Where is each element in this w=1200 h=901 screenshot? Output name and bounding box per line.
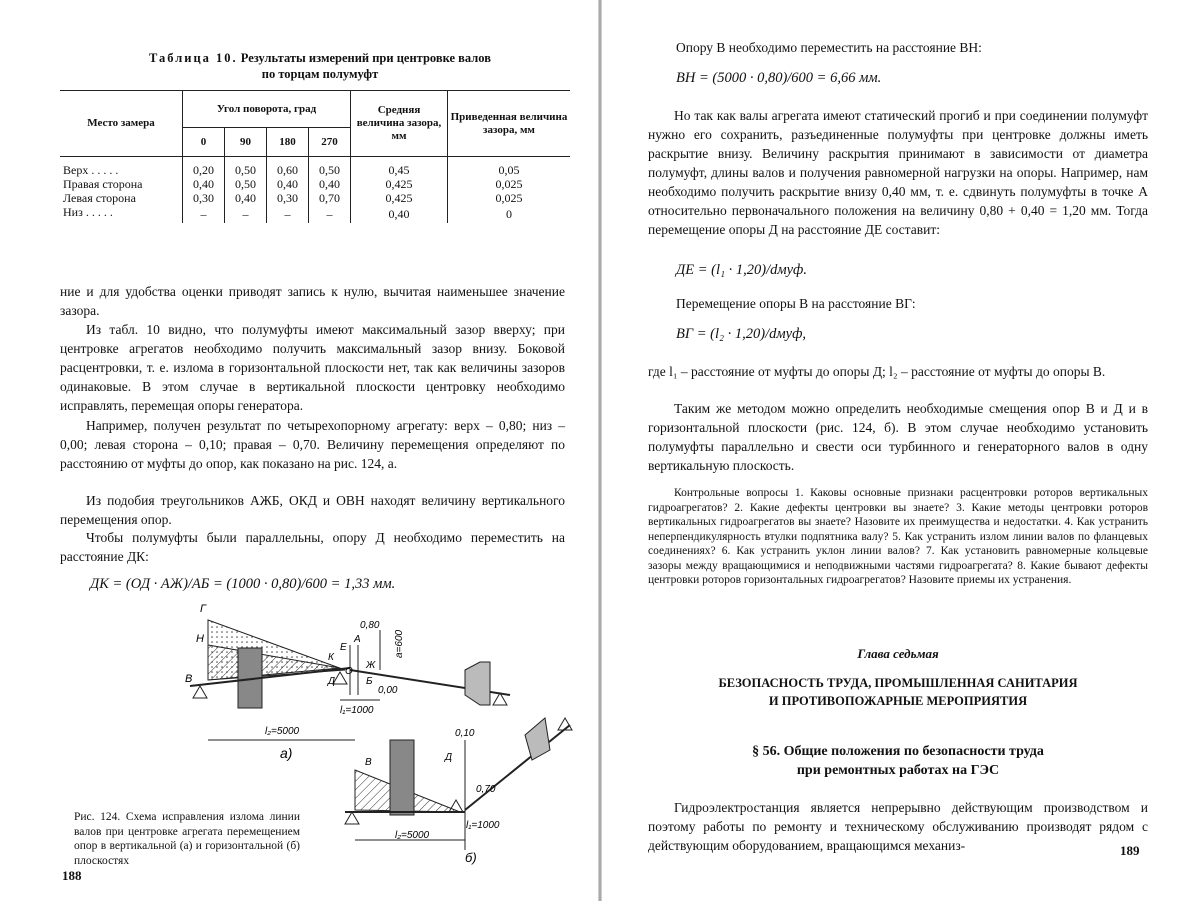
- col-header-avg-gap: Средняя величина зазора, мм: [351, 91, 448, 157]
- formula-vn: ВН = (5000 · 0,80)/600 = 6,66 мм.: [676, 70, 882, 86]
- figure-caption: Рис. 124. Схема исправления излома линии валов при центровке агрегата перемещением опор в вертикальной (а) и горизонтальной (б) плоскостях: [74, 811, 300, 867]
- paragraph: где l₁ – расстояние от муфты до опоры Д; l₂ – расстояние от муфты до опоры В.: [648, 364, 1106, 379]
- table-caption-line2: по торцам полумуфт: [261, 67, 379, 81]
- cell-reduced: 0: [448, 205, 571, 223]
- paragraph: ние и для удобства оценки приводят запись к нулю, вычитая наименьшее значение зазора.: [60, 284, 565, 318]
- label-b: В: [185, 673, 193, 685]
- turbine-wheel: [465, 662, 490, 705]
- page-number: 189: [1120, 843, 1140, 858]
- cell-avg: 0,40: [351, 205, 448, 223]
- cell-value: 0,50: [309, 157, 351, 178]
- formula-de: ДЕ = (l₁ · 1,20)/dмуф.: [676, 262, 807, 278]
- label-bb: Б: [366, 676, 373, 687]
- label-e: Е: [340, 642, 347, 653]
- cell-avg: 0,425: [351, 191, 448, 205]
- cell-value: 0,50: [225, 177, 267, 191]
- cell-reduced: 0,025: [448, 177, 571, 191]
- cell-reduced: 0,05: [448, 157, 571, 178]
- cell-value: 0,40: [267, 177, 309, 191]
- paragraph: Таким же методом можно определить необходимые смещения опор В и Д и в горизонтальной плоскости (рис. 124, б). В этом случае необходимо установить полумуфты параллельно и свести оси турбинного и генераторного валов в одну вертикальную плоскость.: [648, 401, 1148, 473]
- figure-b: [345, 718, 572, 865]
- cell-value: 0,40: [183, 177, 225, 191]
- page-number: 188: [62, 868, 82, 883]
- chapter-title-2: И ПРОТИВОПОЖАРНЫЕ МЕРОПРИЯТИЯ: [768, 694, 1028, 708]
- formula-vg: ВГ = (l₂ · 1,20)/dмуф,: [676, 326, 807, 342]
- measurements-table: [60, 90, 570, 223]
- section-title-1: § 56. Общие положения по безопасности труда: [752, 744, 1044, 759]
- formula-dk: ДК = (ОД · АЖ)/АБ = (1000 · 0,80)/600 = 1,33 мм.: [90, 576, 396, 592]
- cell-value: 0,40: [309, 177, 351, 191]
- figure-a-sublabel: а): [280, 745, 293, 761]
- right-page: [600, 0, 1200, 901]
- dim-l1-b-label: l₁=1000: [466, 820, 500, 831]
- cell-value: 0,20: [183, 157, 225, 178]
- angle-header: 0: [183, 128, 225, 157]
- paragraph: Опору В необходимо переместить на расстояние ВН:: [676, 40, 982, 55]
- table-row: [60, 205, 570, 223]
- cell-location: Верх . . . . .: [63, 163, 119, 177]
- turbine-shaft-b: [465, 725, 570, 810]
- cell-value: 0,30: [183, 191, 225, 205]
- col-header-reduced-gap: Приведенная величина зазора, мм: [448, 91, 571, 157]
- table-caption: [60, 50, 580, 82]
- table-row: [60, 191, 570, 205]
- label-g: Г: [200, 603, 206, 615]
- label-d-b: Д: [445, 752, 453, 763]
- table-row: [60, 177, 570, 191]
- paragraph: Но так как валы агрегата имеют статический прогиб и при соединении полумуфт нужно его сохранить, разъединенные полумуфты при центровке должны иметь раскрытие внизу. Величину раскрытия принимают в зависимости от диаметра полумуфт, длины валов и получения равномерной нагрузки на опоры. Например, нам необходимо получить раскрытие внизу 0,40 мм, т. е. сдвинуть полумуфты в точке А относительно первоначального положения на величину 0,80 + 0,40 = 1,20 мм. Тогда перемещение опоры Д на расстояние ДЕ составит:: [648, 108, 1148, 237]
- cell-value: 0,70: [309, 191, 351, 205]
- cell-location: Низ . . . . .: [63, 205, 113, 219]
- turbine-wheel-b: [525, 718, 550, 760]
- paragraph: Гидроэлектростанция является непрерывно действующим производством и поэтому работы по ремонту и техническому обслуживанию производят рядом с действующим оборудованием, вращающимся механиз-: [648, 800, 1148, 853]
- cell-value: 0,40: [225, 191, 267, 205]
- cell-value: –: [267, 205, 309, 223]
- dim-010-label: 0,10: [455, 728, 475, 739]
- label-d: Д: [328, 676, 336, 687]
- cell-value: 0,50: [225, 157, 267, 178]
- paragraph: Перемещение опоры В на расстояние ВГ:: [676, 296, 916, 311]
- angle-header: 270: [309, 128, 351, 157]
- paragraph: Из табл. 10 видно, что полумуфты имеют максимальный зазор вверху; при центровке агрегатов необходимо получить максимальный зазор внизу. Боковой расцентровки, т. е. излома в горизонтальной плоскости нет, так как величины зазоров одинаковые. В этом случае в вертикальной плоскости центровку необходимо исправлять, перемещая опоры генератора.: [60, 322, 565, 413]
- cell-value: –: [225, 205, 267, 223]
- figure-b-sublabel: б): [465, 850, 477, 865]
- section-title-2: при ремонтных работах на ГЭС: [796, 763, 1000, 778]
- cell-value: –: [183, 205, 225, 223]
- dim-l1-label: l₁=1000: [340, 705, 374, 716]
- rotor-block-b: [390, 740, 414, 815]
- cell-value: 0,30: [267, 191, 309, 205]
- support-b: [193, 686, 207, 698]
- cell-avg: 0,425: [351, 177, 448, 191]
- table-caption-text: Результаты измерений при центровке валов: [240, 51, 491, 65]
- label-o: О: [345, 666, 353, 677]
- chapter-title-1: БЕЗОПАСНОСТЬ ТРУДА, ПРОМЫШЛЕННАЯ САНИТАРИЯ: [718, 676, 1078, 690]
- label-h: Н: [196, 633, 204, 645]
- table-row: [60, 157, 570, 178]
- label-a: А: [354, 634, 361, 645]
- dim-a600-label: а=600: [394, 629, 405, 658]
- dim-l2-b-label: l₂=5000: [395, 830, 430, 841]
- dim-070-label: 0,70: [476, 784, 496, 795]
- dim-080-label: 0,80: [360, 620, 380, 631]
- col-header-location: Место замера: [60, 91, 183, 157]
- paragraph: Чтобы полумуфты были параллельны, опору Д необходимо переместить на расстояние ДК:: [60, 530, 565, 564]
- angle-header: 90: [225, 128, 267, 157]
- cell-avg: 0,45: [351, 157, 448, 178]
- paragraph: Например, получен результат по четырехопорному агрегату: верх – 0,80; низ – 0,00; левая сторона – 0,10; правая – 0,70. Величину перемещения определяют по расстоянию от муфты до опор, как показано на рис. 124, а.: [60, 418, 565, 471]
- cell-value: 0,60: [267, 157, 309, 178]
- cell-location: Левая сторона: [63, 191, 136, 205]
- label-k: К: [328, 652, 334, 663]
- dim-l2-label: l₂=5000: [265, 726, 300, 737]
- cell-value: –: [309, 205, 351, 223]
- control-questions: Контрольные вопросы 1. Каковы основные признаки расцентровки роторов вертикальных гидроагрегатов? 2. Какие дефекты центровки вы знаете? 3. Какие методы центровки роторов вертикальных гидроагрегатов вы знаете? Назовите их преимущества и недостатки. 4. Как устранить неперпендикулярность втулки подпятника валу? 5. Как устранить излом линии валов по фланцевых соединениях? 6. Как устранить уклон линии валов? 7. Как установить равномерные кольцевые зазоры между вращающимися и неподвижными частями гидроагрегата? 8. Какие бывают дефекты центровки роторов горизонтальных гидроагрегатов? Назовите приемы их устранения.: [648, 487, 1148, 586]
- paragraph: Из подобия треугольников АЖБ, ОКД и ОВН находят величину вертикального перемещения опор.: [60, 493, 565, 527]
- support-b2: [345, 812, 359, 824]
- label-zh: Ж: [366, 660, 376, 671]
- col-header-angle: Угол поворота, град: [183, 91, 351, 128]
- angle-header: 180: [267, 128, 309, 157]
- cell-location: Правая сторона: [63, 177, 143, 191]
- cell-reduced: 0,025: [448, 191, 571, 205]
- chapter-label: Глава седьмая: [857, 646, 939, 661]
- table-caption-lead: Таблица 10.: [149, 51, 238, 65]
- dim-000-label: 0,00: [378, 685, 398, 696]
- label-b-b: В: [365, 757, 372, 768]
